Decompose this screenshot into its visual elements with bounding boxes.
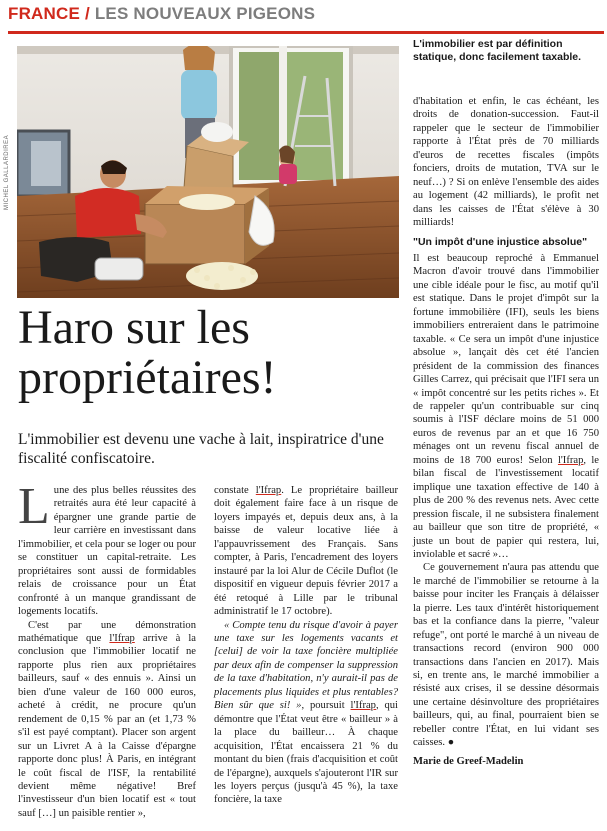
- article-column-3: [413, 95, 599, 768]
- paragraph-text: arrive à la conclusion que l'immobilier locatif ne rapporte plus rien aux propriétaires bailleurs, sauf « des ennuis ». Ainsi un bien d'une valeur de 160 000 euros, acheté à crédit, ne procure qu'un rendement de 0,15 % par an (et 1,73 % s'il est payé comptant). Placer son argent sur un Livret A à la Caisse d'épargne rapporte donc plus! À Paris, en intégrant le coût fiscal de l'ISF, la rentabilité devient même négative! Bref l'investisseur d'un bien locatif est « tout sauf […] un paisible rentier »,: [18, 632, 196, 819]
- paragraph-text: , le bilan fiscal de l'investissement locatif implique une taxation effective de 140 à plus de 200 % des revenus nets. Avec cette pression fiscale, il ne subsistera finalement au bailleur que son titre de propriété, « juste un bout de papier qui restera, lui, inviolable et sacré »…: [413, 454, 599, 560]
- author-signature: Marie de Greef-Madelin: [413, 755, 524, 767]
- article-headline: Haro sur les propriétaires!: [18, 301, 277, 404]
- ifrap-link[interactable]: l'Ifrap: [255, 485, 282, 496]
- quote-text: « Compte tenu du risque d'avoir à payer une taxe sur les logements vacants et [celui] de voir la taxe foncière multipliée par deux afin de compenser la suppression de la taxe d'habitation, n'y aurait-il pas de placements plus liquides et plus rentables? Bien sûr que si! »: [214, 619, 398, 712]
- paragraph-text: Il est beaucoup reproché à Emmanuel Macron d'avoir trouvé dans l'immobilier une cible idéale pour le fisc, au motif qu'il est statique. Dans le projet d'impôt sur la fortune immobilière (IFI), seuls les biens immobiliers entreraient dans le patrimoine taxable. « Ce sera un impôt d'une injustice absolue », lançait dès cet été l'ancien président de la commission des finances Gilles Carrez, qui précisait que l'IFI sera un « impôt concentré sur les petits riches ». Et de rappeler qu'un contribuable sur cinq soumis à l'ISF déclare moins de 51 000 euros de revenus par an et que 16 750 ménages ont un revenu fiscal annuel de moins de 18 700 euros! Selon: [413, 252, 599, 466]
- paragraph: [214, 484, 398, 619]
- photo-credit: MICHEL GALLARDIREA: [4, 134, 10, 210]
- article-column-1: [18, 478, 196, 820]
- subheading: "Un impôt d'une injustice absolue": [413, 235, 588, 248]
- paragraph-text: constate: [214, 485, 256, 496]
- article-deck: L'immobilier est devenu une vache à lait, inspiratrice d'une fiscalité confiscatoire.: [18, 431, 384, 467]
- paragraph: [413, 252, 599, 561]
- paragraph: [214, 619, 398, 807]
- series-label: LES NOUVEAUX PIGEONS: [94, 4, 316, 23]
- paragraph: d'habitation et enfin, le cas échéant, les droits de donation-succession. Faut-il rappeler que le secteur de l'immobilier rapporte à l'État près de 70 milliards d'euros de recettes fiscales (impôts fonciers, droits de mutation, TVA sur le neuf…) ? Si on enlève l'ensemble des aides au logement (42 milliards), le profit net dans les caisses de l'État s'élève à 30 milliards!: [413, 96, 599, 229]
- header-rule: [8, 31, 604, 34]
- paragraph-text: C'est par une démonstration mathématique que: [18, 619, 196, 644]
- paragraph: [18, 478, 196, 619]
- paragraph-text: , poursuit: [301, 700, 351, 712]
- paragraph-text: . Le propriétaire bailleur doit également faire face à un risque de loyers impayés et, depuis deux ans, à la baisse de valeur locative liée à l'appauvrissement des Français. Sans compter, à Paris, l'encadrement des loyers instauré par la loi Alur de Cécile Duflot (le dispositif en vigueur depuis février 2017 a été retoqué à Lille par le tribunal administratif le 17 octobre).: [214, 485, 398, 618]
- paragraph: [18, 619, 196, 821]
- section-label: FRANCE /: [8, 4, 90, 23]
- paragraph: Ce gouvernement n'aura pas attendu que le marché de l'immobilier se retourne à la baisse pour inciter les Français à délaisser la pierre. Les taux d'intérêt historiquement bas et la confiance dans la pierre, "valeur refuge", ont porté le marché à un niveau de transactions record (environ 900 000 transactions dans l'ancien en 2017). Mais si, en trente ans, le marché immobilier a résisté aux crises, il se dessine désormais une certaine désinvolture des propriétaires bailleurs, qui, au final, pourraient bien se rebeller contre l'État, en lui vidant ses caisses. ●: [413, 562, 599, 749]
- paragraph-text: une des plus belles réussites des retraités aura été leur capacité à épargner une grande partie de leur carrière en investissant dans l'immobilier, et cela pour se loger ou pour se constituer un capital-retraite. Les propriétaires sont aussi de formidables relais de croissance pour un État confronté à un manque grandissant de logements locatifs.: [18, 485, 196, 618]
- ifrap-link[interactable]: l'Ifrap: [557, 454, 584, 466]
- drop-cap: L: [18, 478, 50, 535]
- article-column-2: [214, 484, 398, 807]
- ifrap-link[interactable]: l'Ifrap: [109, 632, 135, 644]
- pull-quote: L'immobilier est par définition statique, donc facilement taxable.: [413, 38, 582, 63]
- ifrap-link[interactable]: l'Ifrap: [350, 700, 376, 712]
- section-kicker: [8, 4, 315, 24]
- family-moving-boxes-photo: [17, 46, 399, 298]
- paragraph-text: , qui démontre que l'État veut être « bailleur » à la place du bailleur… À chaque acquisition, l'État encaissera 21 % du montant du bien (frais d'acquisition et coût de l'épargne), auxquels s'ajouteront l'IR sur les loyers perçus (jusqu'à 45 %), la taxe foncière, la taxe: [214, 700, 398, 806]
